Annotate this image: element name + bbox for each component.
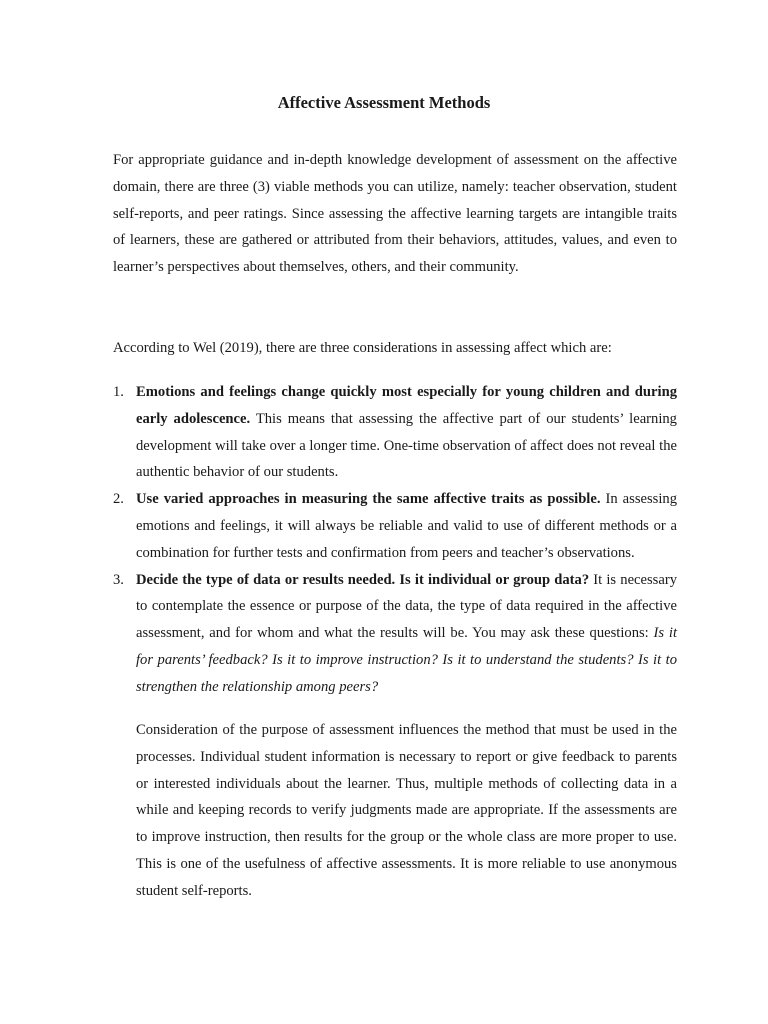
list-item <box>113 379 677 486</box>
list-item-number: 2. <box>113 491 124 508</box>
list-item-italic-questions: Is it for parents’ feedback? Is it to improve instruction? Is it to understand the students? Is it to strengthen the relationship among peers? <box>136 625 678 695</box>
page-title: Affective Assessment Methods <box>277 93 491 112</box>
list-item-bold-lead: Decide the type of data or results needed. Is it individual or group data? <box>136 571 590 588</box>
lead-in-paragraph: According to Wel (2019), there are three considerations in assessing affect which are: <box>113 340 612 356</box>
list-item-text: In assessing emotions and feelings, it will always be reliable and valid to use of different methods or a combination for further tests and confirmation from peers and teacher’s observations. <box>136 491 677 561</box>
closing-paragraph: Consideration of the purpose of assessment influences the method that must be used in the processes. Individual student information is necessary to report or give feedback to parents or interested individuals about the learner. Thus, multiple methods of collecting data in a while and keeping records to verify judgments made are appropriate. If the assessments are to improve instruction, then results for the group or the whole class are more proper to use. This is one of the usefulness of affective assessments. It is more reliable to use anonymous student self-reports. <box>136 722 677 899</box>
list-item-bold-lead: Emotions and feelings change quickly most especially for young children and during early adolescence. <box>136 384 677 427</box>
list-item <box>113 567 677 701</box>
list-item-text: It is necessary to contemplate the essence or purpose of the data, the type of data required in the affective assessment, and for whom and what the results will be. You may ask these questions: <box>136 571 677 642</box>
list-item <box>113 486 677 566</box>
intro-paragraph: For appropriate guidance and in-depth knowledge development of assessment on the affective domain, there are three (3) viable methods you can utilize, namely: teacher observation, student self-reports, and peer ratings. Since assessing the affective learning targets are intangible traits of learners, these are gathered or attributed from their behaviors, attitudes, values, and even to learner’s perspectives about themselves, others, and their community. <box>113 152 677 276</box>
list-item-number: 1. <box>113 384 124 400</box>
list-item-text: This means that assessing the affective part of our students’ learning development will take over a longer time. One-time observation of affect does not reveal the authentic behavior of our students. <box>136 410 677 481</box>
list-item-bold-lead: Use varied approaches in measuring the same affective traits as possible. <box>136 491 601 508</box>
considerations-list <box>113 379 677 701</box>
list-item-number: 3. <box>113 571 124 588</box>
